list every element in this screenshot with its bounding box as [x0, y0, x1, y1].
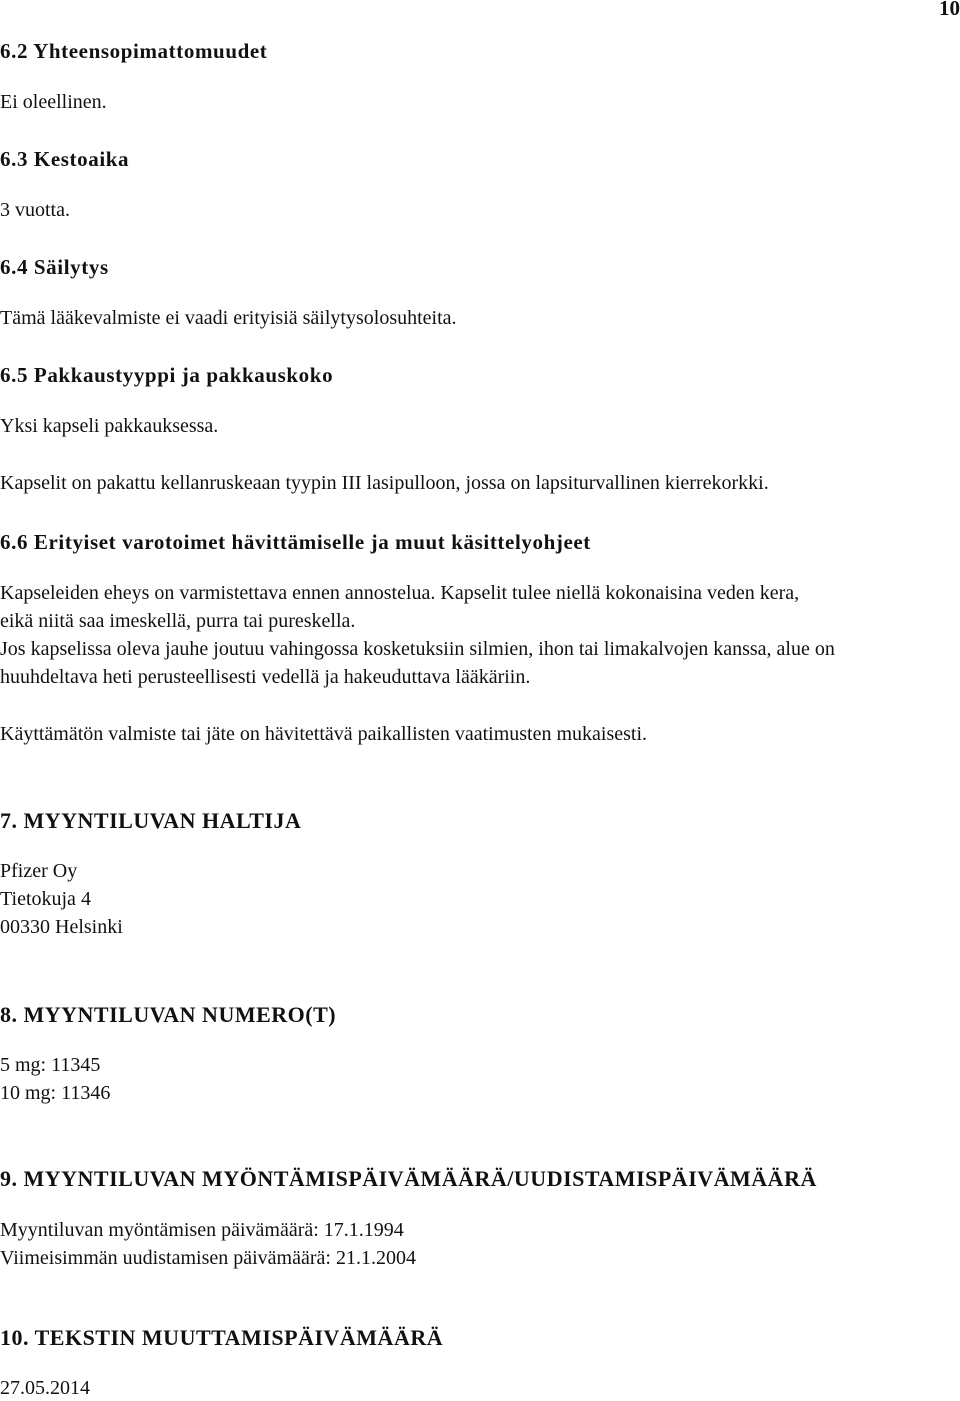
section-heading-10: 10. TEKSTIN MUUTTAMISPÄIVÄMÄÄRÄ	[0, 1325, 444, 1350]
license-number-line: 5 mg: 11345	[0, 1054, 101, 1076]
date-line: Viimeisimmän uudistamisen päivämäärä: 21.1.2004	[0, 1247, 416, 1269]
section-body-line: Käyttämätön valmiste tai jäte on hävitettävä paikallisten vaatimusten mukaisesti.	[0, 723, 648, 745]
section-heading-6-6: 6.6 Erityiset varotoimet hävittämiselle ja muut käsittelyohjeet	[0, 530, 591, 554]
section-heading-6-2: 6.2 Yhteensopimattomuudet	[0, 39, 268, 63]
date-line: Myyntiluvan myöntämisen päivämäärä: 17.1.1994	[0, 1219, 404, 1241]
section-body-line: huuhdeltava heti perusteellisesti vedellä ja hakeuduttava lääkäriin.	[0, 666, 531, 688]
section-heading-6-5: 6.5 Pakkaustyyppi ja pakkauskoko	[0, 363, 334, 387]
section-heading-9: 9. MYYNTILUVAN MYÖNTÄMISPÄIVÄMÄÄRÄ/UUDISTAMISPÄIVÄMÄÄRÄ	[0, 1166, 817, 1191]
address-line: Pfizer Oy	[0, 860, 78, 882]
section-body-line: Jos kapselissa oleva jauhe joutuu vahingossa kosketuksiin silmien, ihon tai limakalvojen kanssa, alue on	[0, 638, 835, 660]
section-heading-6-4: 6.4 Säilytys	[0, 255, 109, 279]
section-body-6-3: 3 vuotta.	[0, 199, 70, 221]
section-body-line: Yksi kapseli pakkauksessa.	[0, 415, 219, 437]
section-body-6-2: Ei oleellinen.	[0, 91, 107, 113]
section-heading-8: 8. MYYNTILUVAN NUMERO(T)	[0, 1002, 337, 1027]
section-body-6-4: Tämä lääkevalmiste ei vaadi erityisiä säilytysolosuhteita.	[0, 307, 457, 329]
revision-date: 27.05.2014	[0, 1377, 90, 1399]
section-body-line: eikä niitä saa imeskellä, purra tai pureskella.	[0, 610, 356, 632]
address-line: 00330 Helsinki	[0, 916, 123, 938]
license-number-line: 10 mg: 11346	[0, 1082, 111, 1104]
section-heading-6-3: 6.3 Kestoaika	[0, 147, 130, 171]
page-number: 10	[939, 0, 960, 20]
address-line: Tietokuja 4	[0, 888, 91, 910]
section-heading-7: 7. MYYNTILUVAN HALTIJA	[0, 808, 302, 833]
section-body-line: Kapselit on pakattu kellanruskeaan tyypin III lasipulloon, jossa on lapsiturvallinen kierrekorkki.	[0, 472, 769, 494]
section-body-line: Kapseleiden eheys on varmistettava ennen annostelua. Kapselit tulee niellä kokonaisina veden kera,	[0, 582, 800, 604]
